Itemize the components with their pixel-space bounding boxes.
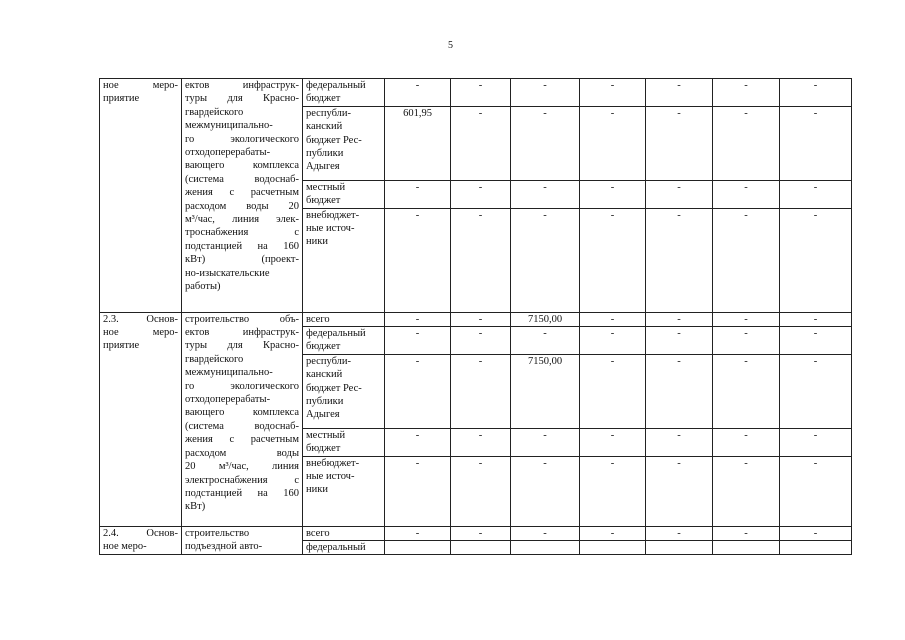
value-cell — [646, 526, 713, 540]
value-cell — [646, 79, 713, 107]
description-cell-line: подъездной авто- — [185, 541, 263, 553]
measure-cell-line: ное меро- — [103, 327, 178, 339]
value-cell — [580, 79, 646, 107]
value-cell — [451, 354, 511, 428]
value-text: - — [478, 457, 483, 469]
page-number: 5 — [448, 40, 453, 51]
measure-cell — [100, 312, 182, 526]
value-cell — [780, 541, 852, 555]
table-row — [100, 312, 852, 326]
value-cell — [646, 180, 713, 208]
description-cell-line: кВт) (проект- — [185, 254, 299, 266]
budget-source-cell — [303, 208, 385, 312]
value-text: - — [415, 80, 420, 91]
budget-source-line: бюджет — [306, 443, 341, 455]
value-text: - — [813, 209, 818, 221]
description-cell-line: отходоперерабаты- — [185, 147, 271, 159]
value-text: - — [744, 80, 748, 91]
value-cell — [385, 312, 451, 326]
value-cell — [646, 312, 713, 326]
value-cell — [713, 180, 780, 208]
value-cell — [780, 526, 852, 540]
value-cell — [511, 526, 580, 540]
value-cell — [713, 208, 780, 312]
description-cell-line: (система водоснаб- — [185, 420, 299, 432]
description-cell — [182, 312, 303, 526]
value-text: 601,95 — [403, 107, 432, 119]
value-text: - — [415, 527, 420, 539]
description-cell-line: работы) — [185, 281, 221, 293]
value-text: - — [744, 328, 748, 340]
value-cell — [385, 327, 451, 355]
measure-cell — [100, 79, 182, 313]
value-text: - — [813, 107, 818, 119]
budget-source-line: всего — [306, 527, 330, 539]
value-text: - — [415, 328, 420, 340]
budget-source-line: местный — [306, 181, 346, 193]
value-cell — [646, 208, 713, 312]
value-cell — [451, 312, 511, 326]
value-text: - — [478, 355, 483, 367]
table-body — [100, 79, 852, 555]
value-text: - — [610, 107, 615, 119]
budget-source-cell — [303, 354, 385, 428]
budget-source-cell — [303, 79, 385, 107]
value-text: 7150,00 — [527, 313, 563, 325]
budget-source-line: бюджет Рес- — [306, 382, 362, 394]
description-cell-line: го экологического — [185, 380, 299, 392]
value-cell — [713, 79, 780, 107]
value-cell — [385, 541, 451, 555]
value-cell — [385, 456, 451, 526]
value-cell — [511, 106, 580, 180]
value-text: - — [744, 429, 748, 441]
value-text: - — [813, 181, 818, 193]
value-cell — [511, 208, 580, 312]
value-cell — [451, 106, 511, 180]
value-text: - — [543, 181, 547, 193]
budget-source-line: Адыгея — [306, 161, 340, 173]
value-text: - — [677, 80, 681, 91]
budget-source-line: бюджет Рес- — [306, 134, 362, 146]
value-cell — [451, 526, 511, 540]
description-cell-line: но-изыскательские — [185, 267, 270, 279]
description-cell — [182, 79, 303, 313]
value-cell — [713, 327, 780, 355]
value-cell — [511, 541, 580, 555]
value-text: - — [415, 181, 420, 193]
value-cell — [580, 106, 646, 180]
description-cell-line: туры для Красно- — [185, 93, 299, 105]
value-cell — [646, 354, 713, 428]
value-text: - — [610, 181, 615, 193]
value-cell — [580, 327, 646, 355]
description-cell-line: ектов инфраструк- — [185, 327, 299, 339]
value-cell — [451, 79, 511, 107]
value-cell — [580, 541, 646, 555]
description-cell-line: отходоперерабаты- — [185, 394, 271, 406]
value-cell — [451, 541, 511, 555]
budget-source-line: бюджет — [306, 93, 341, 105]
value-text: - — [478, 313, 483, 325]
value-text: - — [813, 527, 818, 539]
description-cell-line: электроснабжения с — [185, 474, 299, 486]
description-cell-line: расходом воды 20 — [185, 200, 299, 212]
value-cell — [713, 541, 780, 555]
value-text: - — [543, 107, 547, 119]
value-text: - — [813, 313, 818, 325]
value-cell — [451, 456, 511, 526]
description-cell-line: жения с расчетным — [185, 187, 299, 199]
budget-source-cell — [303, 428, 385, 456]
value-text: - — [478, 209, 483, 221]
value-text: - — [677, 181, 681, 193]
value-text: - — [543, 527, 547, 539]
budget-table — [99, 78, 852, 555]
value-cell — [580, 428, 646, 456]
value-text: - — [478, 107, 483, 119]
description-cell-line: подстанцией на 160 — [185, 487, 299, 499]
value-cell — [580, 354, 646, 428]
value-text: - — [677, 457, 681, 469]
budget-source-cell — [303, 327, 385, 355]
description-cell — [182, 526, 303, 555]
value-cell — [511, 79, 580, 107]
measure-cell-line: 2.4. Основ- — [103, 527, 178, 539]
value-text: - — [813, 457, 818, 469]
measure-cell-line: ное меро- — [103, 541, 147, 553]
value-cell — [713, 456, 780, 526]
value-text: - — [415, 355, 420, 367]
budget-source-cell — [303, 312, 385, 326]
value-text: - — [478, 80, 483, 91]
value-text: - — [677, 527, 681, 539]
description-cell-line: гвардейского — [185, 106, 244, 118]
value-cell — [580, 180, 646, 208]
value-cell — [511, 312, 580, 326]
description-cell-line: расходом воды — [185, 447, 299, 459]
value-text: - — [744, 355, 748, 367]
value-text: - — [543, 457, 547, 469]
value-cell — [780, 354, 852, 428]
value-cell — [580, 456, 646, 526]
description-cell-line: строительство объ- — [185, 313, 299, 325]
description-cell-line: туры для Красно- — [185, 340, 299, 352]
value-cell — [451, 180, 511, 208]
budget-source-line: канский — [306, 369, 343, 381]
value-text: - — [744, 107, 748, 119]
value-cell — [511, 428, 580, 456]
budget-source-line: канский — [306, 121, 343, 133]
value-cell — [780, 428, 852, 456]
value-text: - — [744, 527, 748, 539]
measure-cell-line: ное меро- — [103, 80, 178, 91]
value-text: - — [813, 328, 818, 340]
value-cell — [511, 456, 580, 526]
value-text: - — [543, 209, 547, 221]
value-cell — [451, 208, 511, 312]
budget-source-cell — [303, 106, 385, 180]
value-cell — [385, 106, 451, 180]
description-cell-line: троснабжения с — [185, 227, 299, 239]
value-text: - — [415, 313, 420, 325]
value-cell — [385, 180, 451, 208]
value-text: - — [610, 527, 615, 539]
budget-source-line: республи- — [306, 355, 351, 367]
value-text: - — [813, 355, 818, 367]
value-cell — [385, 428, 451, 456]
value-cell — [580, 312, 646, 326]
value-cell — [385, 79, 451, 107]
value-text: - — [610, 80, 615, 91]
budget-source-line: публики — [306, 148, 344, 160]
value-text: - — [610, 429, 615, 441]
description-cell-line: кВт) — [185, 501, 206, 513]
description-cell-line: ектов инфраструк- — [185, 80, 299, 91]
budget-source-line: всего — [306, 313, 330, 325]
description-cell-line: жения с расчетным — [185, 434, 299, 446]
description-cell-line: вающего комплекса — [185, 160, 299, 172]
budget-source-line: республи- — [306, 107, 351, 119]
value-cell — [780, 456, 852, 526]
value-text: - — [677, 328, 681, 340]
budget-source-line: федеральный — [306, 542, 366, 554]
value-text: - — [610, 313, 615, 325]
value-text: - — [478, 181, 483, 193]
value-text: - — [677, 429, 681, 441]
value-cell — [646, 541, 713, 555]
value-cell — [580, 526, 646, 540]
value-cell — [646, 106, 713, 180]
table-row — [100, 79, 852, 107]
description-cell-line: м³/час, линия элек- — [185, 214, 299, 226]
description-cell-line: межмуниципально- — [185, 367, 273, 379]
value-cell — [646, 327, 713, 355]
value-cell — [646, 428, 713, 456]
budget-source-line: ные источ- — [306, 471, 355, 483]
value-text: - — [677, 313, 681, 325]
value-text: - — [610, 209, 615, 221]
value-text: - — [744, 457, 748, 469]
table-row — [100, 526, 852, 540]
budget-source-line: ные источ- — [306, 223, 355, 235]
budget-source-cell — [303, 456, 385, 526]
description-cell-line: гвардейского — [185, 353, 244, 365]
value-text: - — [543, 80, 547, 91]
value-cell — [385, 354, 451, 428]
value-text: 7150,00 — [527, 355, 563, 367]
value-text: - — [610, 457, 615, 469]
value-cell — [646, 456, 713, 526]
value-text: - — [415, 457, 420, 469]
measure-cell-line: приятие — [103, 340, 140, 352]
value-text: - — [813, 80, 818, 91]
value-cell — [713, 526, 780, 540]
value-text: - — [813, 429, 818, 441]
value-cell — [511, 327, 580, 355]
budget-source-line: бюджет — [306, 341, 341, 353]
value-text: - — [478, 527, 483, 539]
description-cell-line: строительство — [185, 527, 250, 539]
value-cell — [385, 526, 451, 540]
value-text: - — [744, 209, 748, 221]
budget-source-line: публики — [306, 396, 344, 408]
value-text: - — [744, 181, 748, 193]
value-text: - — [677, 107, 681, 119]
value-text: - — [415, 429, 420, 441]
value-cell — [780, 106, 852, 180]
value-cell — [451, 327, 511, 355]
budget-source-line: местный — [306, 429, 346, 441]
value-cell — [780, 79, 852, 107]
description-cell-line: вающего комплекса — [185, 407, 299, 419]
budget-source-line: внебюджет- — [306, 457, 360, 469]
value-cell — [713, 428, 780, 456]
budget-source-cell — [303, 526, 385, 540]
value-cell — [451, 428, 511, 456]
description-cell-line: межмуниципально- — [185, 120, 273, 132]
value-cell — [780, 180, 852, 208]
value-text: - — [610, 355, 615, 367]
value-cell — [385, 208, 451, 312]
budget-source-line: федеральный — [306, 80, 366, 91]
value-cell — [780, 312, 852, 326]
budget-source-line: внебюджет- — [306, 209, 360, 221]
value-cell — [713, 312, 780, 326]
value-cell — [511, 180, 580, 208]
measure-cell — [100, 526, 182, 555]
budget-source-line: федеральный — [306, 328, 366, 340]
measure-cell-line: приятие — [103, 93, 140, 105]
value-cell — [713, 106, 780, 180]
value-text: - — [478, 328, 483, 340]
value-cell — [780, 327, 852, 355]
value-cell — [713, 354, 780, 428]
description-cell-line: (система водоснаб- — [185, 173, 299, 185]
value-text: - — [610, 328, 615, 340]
value-text: - — [478, 429, 483, 441]
description-cell-line: го экологического — [185, 133, 299, 145]
budget-source-line: ники — [306, 236, 328, 248]
description-cell-line: 20 м³/час, линия — [185, 461, 299, 473]
budget-source-cell — [303, 541, 385, 555]
value-text: - — [415, 209, 420, 221]
budget-source-line: ники — [306, 484, 328, 496]
budget-source-line: бюджет — [306, 195, 341, 207]
value-cell — [780, 208, 852, 312]
budget-source-line: Адыгея — [306, 409, 340, 421]
budget-source-cell — [303, 180, 385, 208]
value-text: - — [677, 355, 681, 367]
description-cell-line: подстанцией на 160 — [185, 240, 299, 252]
value-text: - — [677, 209, 681, 221]
value-text: - — [744, 313, 748, 325]
value-cell — [511, 354, 580, 428]
measure-cell-line: 2.3. Основ- — [103, 313, 178, 325]
value-cell — [580, 208, 646, 312]
value-text: - — [543, 429, 547, 441]
value-text: - — [543, 328, 547, 340]
